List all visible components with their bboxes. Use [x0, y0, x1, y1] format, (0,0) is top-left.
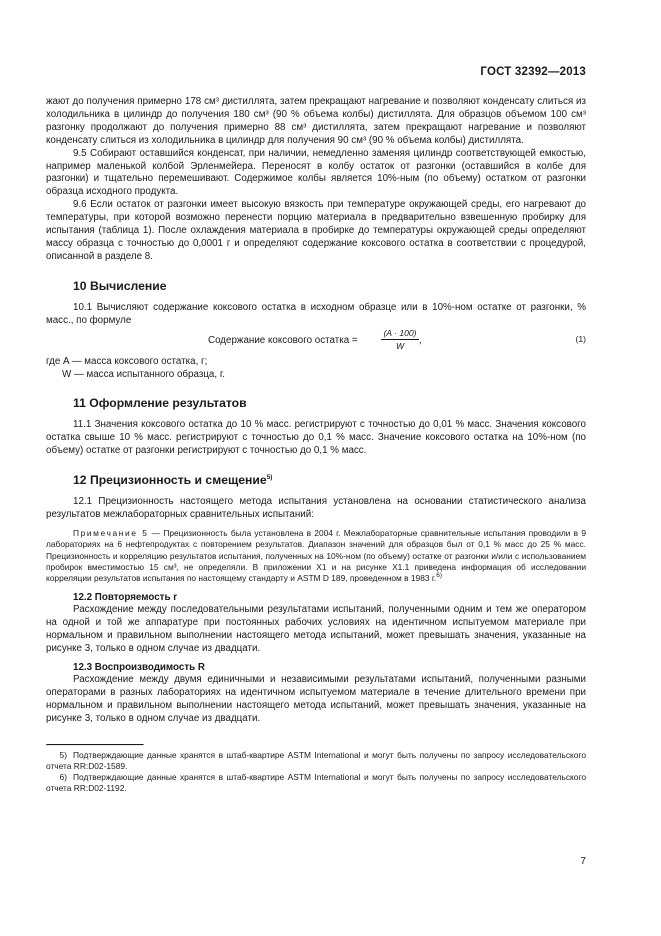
where-line-w: W — масса испытанного образца, г.: [62, 368, 225, 380]
footnote-6-label: 6): [59, 772, 67, 783]
formula-number: (1): [575, 333, 586, 344]
document-page: [46, 0, 586, 936]
footnote-ref-6: 6): [436, 572, 442, 580]
footnote-5-label: 5): [59, 749, 67, 760]
paragraph-12-2: Расхождение между последовательными результатами испытаний, полученными одним и тем же оператором на одной и той же аппаратуре при постоянных рабочих условиях на идентичном испытуемом материале при нормальном и правильном выполнении настоящего метода испытаний, может превышать значения, указанные на рисунке 3, только в одном случае из двадцати.: [46, 604, 586, 655]
paragraph-12-1: 12.1 Прецизионность настоящего метода испытания установлена на основании статистического анализа результатов межлабораторных сравнительных испытаний:: [46, 496, 586, 521]
variable-definitions: [46, 356, 586, 382]
paragraph-10-1: 10.1 Вычисляют содержание коксового остатка в исходном образце или в 10%-ном остатке от разгонки, % масс., по формуле: [46, 301, 586, 326]
section-heading-12-text: 12 Прецизионность и смещение: [73, 473, 267, 488]
paragraph-9-5: 9.5 Собирают оставшийся конденсат, при наличии, немедленно заменяя цилиндр соответствующей емкостью, например маленькой колбой Эрленмейера. Переносят в колбу остаток от разгонки (оставшийся в колбе для разгонки) и тщательно перемешивают. Содержимое колбы является 10%-ным (по объему) остатком от разгонки образца исходного продукта.: [46, 147, 586, 198]
note-5: [46, 528, 586, 584]
footnote-6-text: Подтверждающие данные хранятся в штаб-квартире ASTM International и могут быть получены по запросу исследовательского отчета RR:D02-1192.: [46, 772, 586, 794]
standard-header: ГОСТ 32392—2013: [480, 66, 586, 78]
paragraph-continuation: жают до получения примерно 178 см³ дистиллята, затем прекращают нагревание и позволяют конденсату слиться из холодильника в цилиндр до получения 180 см³ (90 % объема колбы) дистиллята. Для образцов объемом 100 см³ разгонку продолжают до получения примерно 88 см³ дистиллята, затем прекращают нагревание и позволяют конденсату слиться из холодильника в цилиндр для получения 90 см³ (90 % объема колбы) дистиллята.: [46, 96, 586, 146]
formula-fraction: [381, 328, 419, 351]
footnote-ref-5: 5): [266, 474, 273, 482]
formula-numerator: (A · 100): [381, 328, 419, 340]
note-5-label: Примечание 5: [73, 527, 149, 538]
paragraph-12-3: Расхождение между двумя единичными и независимыми результатами испытаний, полученными разными операторами в разных лабораториях на идентичном испытуемом материале в течение длительного времени при нормальном и правильном выполнении настоящего метода испытаний, может превышать значения, указанные на рисунке 3, только в одном случае из двадцати.: [46, 674, 586, 724]
subsection-heading-12-3: 12.3 Воспроизводимость R: [73, 662, 205, 674]
page-number: 7: [580, 856, 586, 867]
section-heading-12: [46, 472, 586, 488]
where-line-a: где A — масса коксового остатка, г;: [46, 355, 208, 367]
footnote-6: [46, 772, 586, 794]
formula-tail: ,: [419, 334, 422, 346]
note-5-text: — Прецизионность была установлена в 2004 г. Межлабораторные сравнительные испытания проводили в 9 лабораториях на 6 нефтепродуктах с повторением результатов. Диапазон значений для образцов был от 0,1 % масс до 25 % масс. Прецизионность и корреляцию результатов испытания, полученных на 10%-ном (по объему) остатке от разгонки и/или с использованием пробирок вместимостью 15 см³, не определяли. В приложении X1 и на рисунке X1.1 приведена информация об исследовании корреляции результатов испытания по настоящему стандарту и ASTM D 189, проведенном в 1983 г.: [46, 527, 586, 584]
paragraph-11-1: 11.1 Значения коксового остатка до 10 % масс. регистрируют с точностью до 0,01 % масс. Значения коксового остатка свыше 10 % масс. регистрируют с точностью до 0,1 % масс. Значение коксового остатка на 10%-ном (по объему) остатке от разгонки регистрируют с точностью до 0,1 % масс.: [46, 419, 586, 457]
footnote-5: [46, 750, 586, 772]
footnote-5-text: Подтверждающие данные хранятся в штаб-квартире ASTM International и могут быть получены по запросу исследовательского отчета RR:D02-1589.: [46, 749, 586, 771]
section-heading-11: 11 Оформление результатов: [73, 396, 247, 411]
formula-denominator: W: [395, 340, 405, 351]
paragraph-9-6: 9.6 Если остаток от разгонки имеет высокую вязкость при температуре окружающей среды, его нагревают до температуры, при которой возможно перенести порцию материала в предварительно взвешенную пробирку для испытания (таблица 1). После охлаждения материала в пробирке до температуры окружающей среды определяют массу образца с точностью до 0,0001 г и определяют содержание коксового остатка в соответствии с процедурой, описанной в разделе 8.: [46, 199, 586, 262]
formula-lhs: Содержание коксового остатка =: [208, 334, 358, 346]
section-heading-10: 10 Вычисление: [73, 278, 167, 293]
subsection-heading-12-2: 12.2 Повторяемость r: [73, 592, 178, 604]
page-body: [46, 96, 586, 794]
formula-1: [46, 328, 586, 356]
